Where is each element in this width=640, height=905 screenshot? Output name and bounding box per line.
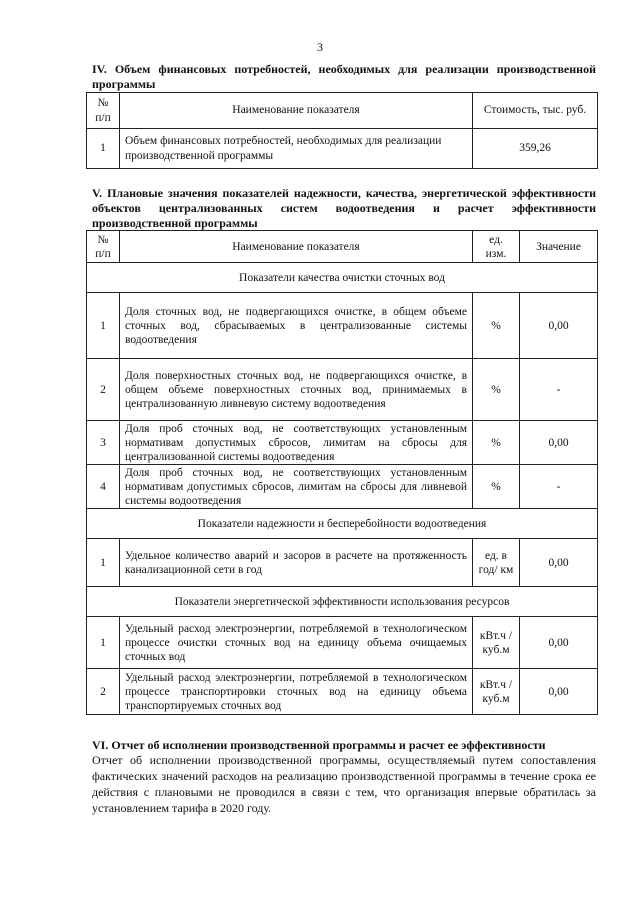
row-value: 0,00	[520, 539, 598, 587]
header-name: Наименование показателя	[120, 93, 473, 129]
row-unit: кВт.ч / куб.м	[473, 617, 520, 669]
row-value: 359,26	[473, 129, 598, 169]
indicators-table	[86, 230, 598, 715]
header-unit: ед. изм.	[473, 231, 520, 263]
row-value: -	[520, 359, 598, 421]
row-value: 0,00	[520, 669, 598, 715]
row-num: 1	[87, 617, 120, 669]
row-name: Удельный расход электроэнергии, потребляемой в технологическом процессе транспортировки сточных вод на единицу объема транспортируемых сточных вод	[120, 669, 473, 715]
row-unit: %	[473, 293, 520, 359]
row-num: 2	[87, 669, 120, 715]
header-cost: Стоимость, тыс. руб.	[473, 93, 598, 129]
row-name: Объем финансовых потребностей, необходимых для реализации производственной программы	[120, 129, 473, 169]
table-row	[87, 539, 598, 587]
table-row	[87, 465, 598, 509]
row-value: 0,00	[520, 421, 598, 465]
row-name: Удельный расход электроэнергии, потребляемой в технологическом процессе очистки сточных вод на единицу объема очищаемых сточных вод	[120, 617, 473, 669]
header-num: № п/п	[87, 231, 120, 263]
row-num: 1	[87, 293, 120, 359]
row-num: 4	[87, 465, 120, 509]
row-value: 0,00	[520, 293, 598, 359]
table-row	[87, 421, 598, 465]
row-num: 1	[87, 539, 120, 587]
table-row	[87, 359, 598, 421]
section-6-text: Отчет об исполнении производственной программы, осуществляемый путем сопоставления фактических значений расходов на реализацию производственной программы в течение срока ее действия с плановыми не проводился в связи с тем, что организация впервые обратилась за установлением тарифа в 2020 году.	[92, 753, 596, 815]
row-num: 1	[87, 129, 120, 169]
section-4-heading: IV. Объем финансовых потребностей, необходимых для реализации производственной программы	[92, 62, 596, 91]
table-row	[87, 129, 598, 169]
header-num: № п/п	[87, 93, 120, 129]
section-5-heading: V. Плановые значения показателей надежности, качества, энергетической эффективности объектов централизованных систем водоотведения и расчет эффективности производственной программы	[92, 186, 596, 230]
row-unit: %	[473, 421, 520, 465]
table-row	[87, 669, 598, 715]
group-title-reliability: Показатели надежности и бесперебойности водоотведения	[87, 509, 598, 539]
section-6-heading: VI. Отчет об исполнении производственной программы и расчет ее эффективности	[92, 738, 546, 752]
row-value: 0,00	[520, 617, 598, 669]
row-name: Доля поверхностных сточных вод, не подвергающихся очистке, в общем объеме поверхностных сточных вод, принимаемых в централизованную ливневую систему водоотведения	[120, 359, 473, 421]
page-number: 3	[317, 40, 323, 54]
row-num: 2	[87, 359, 120, 421]
row-unit: %	[473, 465, 520, 509]
row-unit: кВт.ч / куб.м	[473, 669, 520, 715]
header-value: Значение	[520, 231, 598, 263]
row-name: Доля сточных вод, не подвергающихся очистке, в общем объеме сточных вод, сбрасываемых в централизованные системы водоотведения	[120, 293, 473, 359]
financial-needs-table	[86, 92, 598, 169]
row-name: Доля проб сточных вод, не соответствующих установленным нормативам допустимых сбросов, лимитам на сбросы для централизованной системы водоотведения	[120, 421, 473, 465]
row-unit: %	[473, 359, 520, 421]
group-title-energy: Показатели энергетической эффективности использования ресурсов	[87, 587, 598, 617]
row-name: Удельное количество аварий и засоров в расчете на протяженность канализационной сети в год	[120, 539, 473, 587]
row-num: 3	[87, 421, 120, 465]
row-value: -	[520, 465, 598, 509]
row-name: Доля проб сточных вод, не соответствующих установленным нормативам допустимых сбросов, лимитам на сбросы для ливневой системы водоотведения	[120, 465, 473, 509]
row-unit: ед. в год/ км	[473, 539, 520, 587]
group-title-quality: Показатели качества очистки сточных вод	[87, 263, 598, 293]
header-name: Наименование показателя	[120, 231, 473, 263]
table-row	[87, 617, 598, 669]
table-row	[87, 293, 598, 359]
